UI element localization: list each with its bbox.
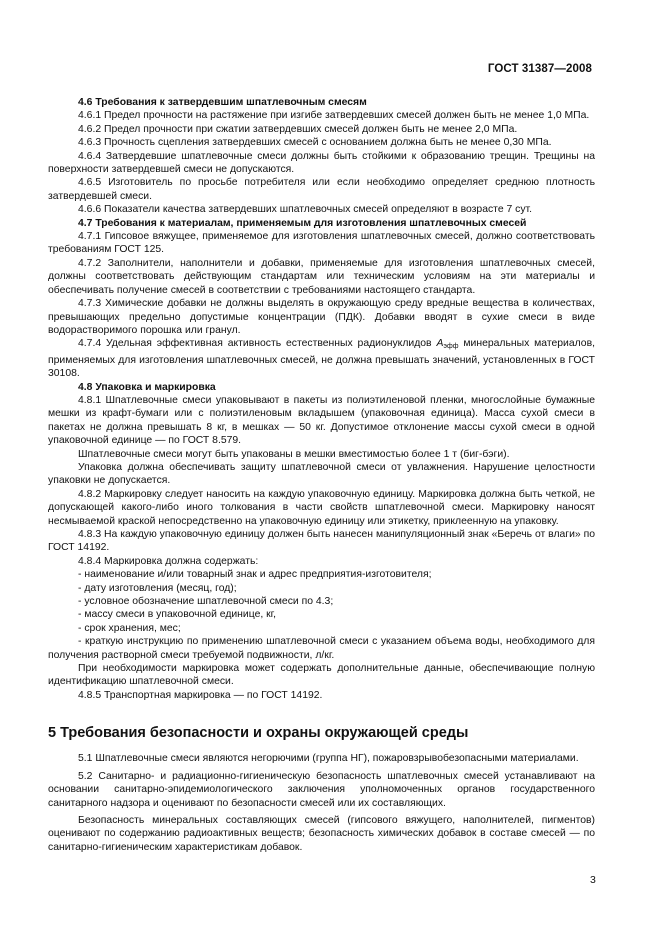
section-4-7-heading: 4.7 Требования к материалам, применяемым для изготовления шпатлевочных смесей [78,217,527,229]
list-item: - краткую инструкцию по применению шпатлевочной смеси с указанием объема воды, необходимого для получения растворной смеси требуемой подвижности, л/кг. [48,636,595,661]
section-4-8-heading: 4.8 Упаковка и маркировка [78,381,216,393]
paragraph-4-7-3: 4.7.3 Химические добавки не должны выделять в окружающую среду вредные вещества в количествах, превышающих предельно допустимые концентрации (ПДК). Добавки вводят в сухие смеси в виде водорастворимого порошка или гранул. [48,298,595,336]
paragraph-4-8-2: 4.8.2 Маркировку следует наносить на каждую упаковочную единицу. Маркировка должна быть четкой, не допускающей какого-либо иного толкования в части свойств шпатлевочной смеси. Маркировку наносят несмываемой краской непосредственно на упаковочную единицу или этикетку, приклеенную на упаковку. [48,488,595,527]
paragraph-4-6-4: 4.6.4 Затвердевшие шпатлевочные смеси должны быть стойкими к образованию трещин. Трещины на поверхности затвердевшей смеси не допускаются. [48,150,595,176]
paragraph-4-8-5: 4.8.5 Транспортная маркировка — по ГОСТ 14192. [78,689,323,701]
paragraph-4-7-4-text-start: 4.7.4 Удельная эффективная активность естественных радионуклидов [78,338,437,350]
list-item: - условное обозначение шпатлевочной смеси по 4.3; [78,596,334,608]
paragraph-4-8-4-additional: При необходимости маркировка может содержать дополнительные данные, обеспечивающие полную идентификацию шпатлевочной смеси. [48,663,595,688]
paragraph-4-6-3: 4.6.3 Прочность сцепления затвердевших смесей с основанием должна быть не менее 0,30 МПа. [78,137,552,149]
paragraph-4-6-5: 4.6.5 Изготовитель по просьбе потребителя или если необходимо определяет среднюю плотность затвердевшей смеси. [48,177,595,202]
paragraph-5-2-safety: Безопасность минеральных составляющих смесей (гипсового вяжущего, наполнителей, пигментов) оценивают по содержанию радиоактивных веществ; безопасность химических добавок в составе смесей — по санитарно-гигиеническим характеристикам добавок. [48,814,595,853]
section-5-heading: 5 Требования безопасности и охраны окружающей среды [48,725,469,742]
paragraph-4-7-4-text-end: минеральных материалов, применяемых для изготовления шпатлевочных смесей, не должна превышать значений, установленных в ГОСТ 30108. [48,338,595,380]
list-item: - срок хранения, мес; [78,622,181,634]
paragraph-5-2: 5.2 Санитарно- и радиационно-гигиеническую безопасность шпатлевочных смесей устанавливают на основании санитарно-эпидемиологического заключения уполномоченных органов государственного санитарного надзора и оценивают по безопасности смесей или их составляющих. [48,770,595,809]
document-body [48,96,595,854]
paragraph-4-8-1-packaging: Упаковка должна обеспечивать защиту шпатлевочной смеси от увлажнения. Нарушение целостности упаковки не допускается. [48,461,595,487]
paragraph-4-6-6: 4.6.6 Показатели качества затвердевших шпатлевочных смесей определяют в возрасте 7 сут. [78,204,533,216]
paragraph-4-6-1: 4.6.1 Предел прочности на растяжение при изгибе затвердевших смесей должен быть не менее 1,0 МПа. [78,110,590,122]
paragraph-4-8-1-big-bags: Шпатлевочные смеси могут быть упакованы в мешки вместимостью более 1 т (биг-бэги). [78,448,510,460]
activity-symbol: A [436,338,444,350]
paragraph-4-7-2: 4.7.2 Заполнители, наполнители и добавки, применяемые для изготовления шпатлевочных смесей, должны соответствовать действующим стандартам или техническим условиям на эти материалы и обеспечивать получение смесей в соответствии с требованиями настоящего стандарта. [48,257,595,296]
section-4-6-heading: 4.6 Требования к затвердевшим шпатлевочным смесям [78,97,367,108]
list-item: - наименование и/или товарный знак и адрес предприятия-изготовителя; [78,569,432,581]
paragraph-4-8-4: 4.8.4 Маркировка должна содержать: [78,555,259,567]
list-item: - дату изготовления (месяц, год); [78,582,237,594]
paragraph-4-8-3: 4.8.3 На каждую упаковочную единицу должен быть нанесен манипуляционный знак «Беречь от влаги» по ГОСТ 14192. [48,529,595,554]
activity-symbol-subscript: эфф [443,343,459,351]
paragraph-4-7-1: 4.7.1 Гипсовое вяжущее, применяемое для изготовления шпатлевочных смесей, должно соответствовать требованиям ГОСТ 125. [48,231,595,256]
paragraph-4-7-4 [48,337,595,380]
paragraph-4-6-2: 4.6.2 Предел прочности при сжатии затвердевших смесей должен быть не менее 2,0 МПа. [78,123,518,135]
page-number: 3 [590,874,596,886]
document-standard-number: ГОСТ 31387—2008 [487,63,592,75]
list-item: - массу смеси в упаковочной единице, кг, [78,609,277,621]
paragraph-5-1: 5.1 Шпатлевочные смеси являются негорючими (группа НГ), пожаровзрывобезопасными материалами. [78,753,579,765]
paragraph-4-8-1: 4.8.1 Шпатлевочные смеси упаковывают в пакеты из полиэтиленовой пленки, многослойные бумажные мешки из крафт-бумаги или с полиэтиленовым вкладышем (упаковочная единица). Масса сухой смеси в пакетах не должна превышать 8 кг, в мешках — 50 кг. Допустимое отклонение массы сухой смеси в одной упаковочной единице — по ГОСТ 8.579. [48,394,595,447]
